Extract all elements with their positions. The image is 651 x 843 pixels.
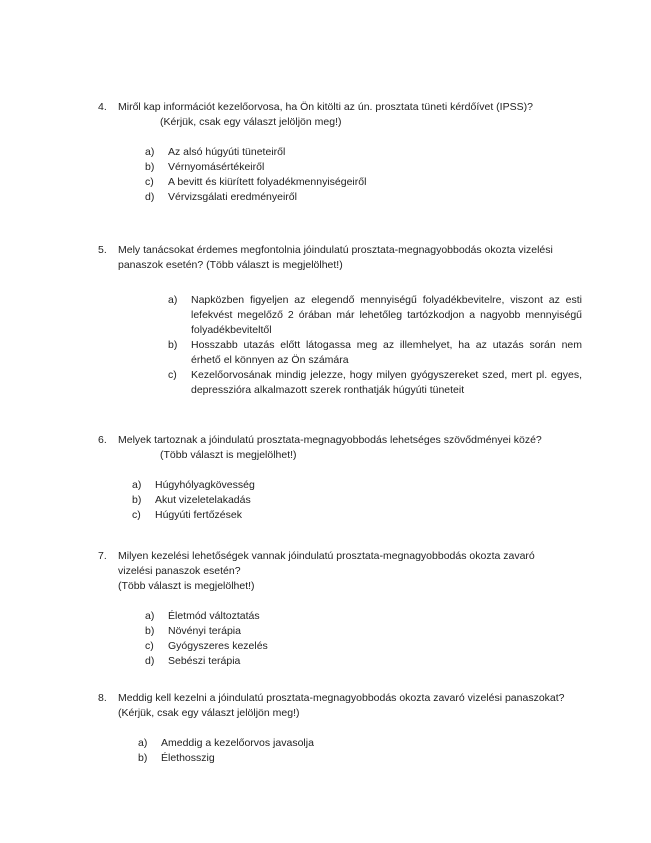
question-block (98, 100, 582, 205)
option-text: Kezelőorvosának mindig jelezze, hogy milyen gyógyszereket szed, mert pl. egyes, depresszióra alkalmazott szerek ronthatják húgyúti tüneteit (191, 369, 582, 396)
option-letter: d) (145, 655, 155, 667)
option-text: Életmód változtatás (168, 610, 260, 622)
question-prompt: (Több választ is megjelölhet!) (118, 580, 255, 592)
option-row (138, 736, 582, 751)
question-block (98, 433, 582, 523)
option-letter: d) (145, 191, 155, 203)
option-text: Húgyhólyagkövesség (155, 479, 255, 491)
option-row (132, 478, 582, 493)
question-block (98, 243, 582, 398)
question-prompt: (Kérjük, csak egy választ jelöljön meg!) (160, 116, 342, 128)
option-letter: a) (145, 146, 155, 158)
option-letter: a) (138, 737, 148, 749)
question-text-line: Mely tanácsokat érdemes megfontolnia jóindulatú prosztata-megnagyobbodás okozta vizelési (118, 244, 553, 256)
option-letter: b) (168, 339, 178, 351)
question-number: 4. (98, 101, 107, 113)
options-list (138, 736, 582, 766)
options-list (132, 478, 582, 523)
option-row (168, 368, 582, 398)
option-letter: c) (132, 509, 141, 521)
option-text: Húgyúti fertőzések (155, 509, 242, 521)
option-text: Vérvizsgálati eredményeiről (168, 191, 297, 203)
question-body (118, 100, 582, 115)
question-body (118, 549, 582, 579)
question-text-line: panaszok esetén? (Több választ is megjelölhet!) (118, 259, 343, 271)
option-row (145, 160, 582, 175)
question-prompt: (Több választ is megjelölhet!) (160, 449, 297, 461)
option-text: Akut vizeletelakadás (155, 494, 251, 506)
option-letter: c) (145, 640, 154, 652)
option-row (145, 190, 582, 205)
option-row (145, 145, 582, 160)
question-number: 7. (98, 550, 107, 562)
question-prompt: (Kérjük, csak egy választ jelöljön meg!) (118, 707, 300, 719)
option-row (132, 493, 582, 508)
options-list (145, 609, 582, 669)
question-number: 5. (98, 244, 107, 256)
option-letter: b) (145, 161, 155, 173)
option-text: Hosszabb utazás előtt látogassa meg az illemhelyet, ha az utazás során nem érhető el könnyen az Ön számára (191, 339, 582, 366)
question-text-line: vizelési panaszok esetén? (118, 565, 241, 577)
option-row (168, 293, 582, 338)
option-letter: c) (168, 369, 177, 381)
option-text: Sebészi terápia (168, 655, 241, 667)
option-text: Élethosszig (161, 752, 215, 764)
option-row (145, 624, 582, 639)
option-letter: c) (145, 176, 154, 188)
option-row (132, 508, 582, 523)
option-text: Napközben figyeljen az elegendő mennyiségű folyadékbevitelre, viszont az esti lefekvést megelőző 2 órában már lehetőleg tartózkodjon a nagyobb mennyiségű folyadékbeviteltől (191, 294, 582, 336)
question-text-line: Meddig kell kezelni a jóindulatú prosztata-megnagyobbodás okozta zavaró vizelési panaszokat? (118, 692, 565, 704)
question-list (98, 100, 582, 766)
option-letter: b) (145, 625, 155, 637)
option-letter: a) (145, 610, 155, 622)
option-letter: b) (138, 752, 148, 764)
option-text: A bevitt és kiürített folyadékmennyiségeiről (168, 176, 367, 188)
option-row (145, 609, 582, 624)
question-body (118, 243, 582, 273)
question-block (98, 691, 582, 766)
question-text-line: Miről kap információt kezelőorvosa, ha Ön kitölti az ún. prosztata tüneti kérdőívet (IPSS)? (118, 101, 533, 113)
option-text: Ameddig a kezelőorvos javasolja (161, 737, 314, 749)
option-text: Növényi terápia (168, 625, 241, 637)
question-block (98, 549, 582, 669)
question-number: 6. (98, 434, 107, 446)
option-text: Vérnyomásértékeiről (168, 161, 265, 173)
question-body (118, 691, 582, 706)
option-letter: a) (168, 294, 178, 306)
option-letter: b) (132, 494, 142, 506)
option-row (138, 751, 582, 766)
options-list (168, 293, 582, 398)
option-row (145, 654, 582, 669)
option-text: Az alsó húgyúti tüneteiről (168, 146, 286, 158)
question-text-line: Milyen kezelési lehetőségek vannak jóindulatú prosztata-megnagyobbodás okozta zavaró (118, 550, 535, 562)
question-number: 8. (98, 692, 107, 704)
options-list (145, 145, 582, 205)
option-row (145, 175, 582, 190)
option-letter: a) (132, 479, 142, 491)
question-body (118, 433, 582, 448)
option-row (168, 338, 582, 368)
option-text: Gyógyszeres kezelés (168, 640, 268, 652)
question-text-line: Melyek tartoznak a jóindulatú prosztata-megnagyobbodás lehetséges szövődményei közé? (118, 434, 542, 446)
option-row (145, 639, 582, 654)
